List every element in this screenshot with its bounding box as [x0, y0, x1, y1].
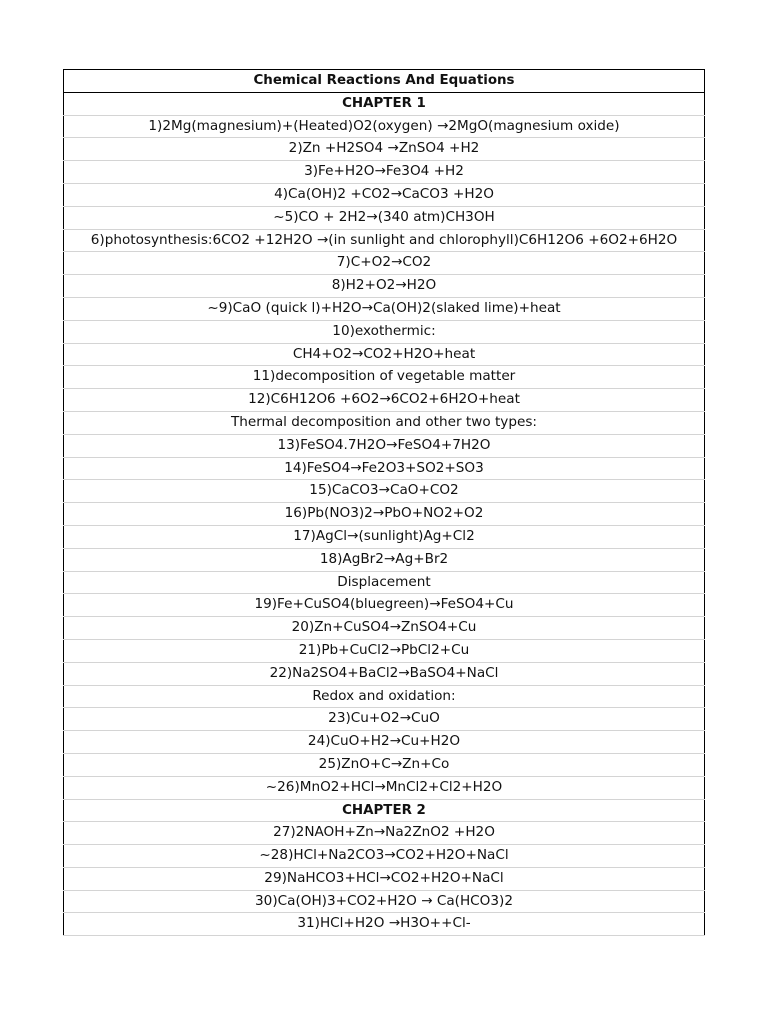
- equation-cell: 25)ZnO+C→Zn+Co: [64, 753, 705, 776]
- table-row: [64, 366, 705, 389]
- equation-cell: Redox and oxidation:: [64, 685, 705, 708]
- table-row: [64, 503, 705, 526]
- equations-table: [63, 69, 705, 936]
- equation-cell: 13)FeSO4.7H2O→FeSO4+7H2O: [64, 434, 705, 457]
- equation-cell: 6)photosynthesis:6CO2 +12H2O →(in sunlight and chlorophyll)C6H12O6 +6O2+6H2O: [64, 229, 705, 252]
- table-row: [64, 92, 705, 115]
- table-row: [64, 662, 705, 685]
- equation-cell: Displacement: [64, 571, 705, 594]
- table-row: [64, 434, 705, 457]
- table-row: [64, 913, 705, 936]
- equation-cell: 2)Zn +H2SO4 →ZnSO4 +H2: [64, 138, 705, 161]
- table-row: [64, 457, 705, 480]
- table-row: [64, 685, 705, 708]
- equation-cell: 10)exothermic:: [64, 320, 705, 343]
- table-row: [64, 890, 705, 913]
- table-row: [64, 617, 705, 640]
- equation-cell: 8)H2+O2→H2O: [64, 275, 705, 298]
- equation-cell: 3)Fe+H2O→Fe3O4 +H2: [64, 161, 705, 184]
- table-row: [64, 252, 705, 275]
- equation-cell: 18)AgBr2→Ag+Br2: [64, 548, 705, 571]
- table-row: [64, 753, 705, 776]
- equation-cell: 23)Cu+O2→CuO: [64, 708, 705, 731]
- table-row: [64, 411, 705, 434]
- table-row: [64, 206, 705, 229]
- equation-cell: 31)HCl+H2O →H3O++Cl-: [64, 913, 705, 936]
- equation-cell: 12)C6H12O6 +6O2→6CO2+6H2O+heat: [64, 389, 705, 412]
- equation-cell: 11)decomposition of vegetable matter: [64, 366, 705, 389]
- table-row: [64, 731, 705, 754]
- table-row: [64, 822, 705, 845]
- equation-cell: 1)2Mg(magnesium)+(Heated)O2(oxygen) →2MgO(magnesium oxide): [64, 115, 705, 138]
- equation-cell: 14)FeSO4→Fe2O3+SO2+SO3: [64, 457, 705, 480]
- equation-cell: 21)Pb+CuCl2→PbCl2+Cu: [64, 639, 705, 662]
- chapter-heading: CHAPTER 1: [64, 92, 705, 115]
- table-row: [64, 389, 705, 412]
- equation-cell: 30)Ca(OH)3+CO2+H2O → Ca(HCO3)2: [64, 890, 705, 913]
- equation-cell: 16)Pb(NO3)2→PbO+NO2+O2: [64, 503, 705, 526]
- equation-cell: ~5)CO + 2H2→(340 atm)CH3OH: [64, 206, 705, 229]
- equation-cell: 29)NaHCO3+HCl→CO2+H2O+NaCl: [64, 867, 705, 890]
- table-row: [64, 548, 705, 571]
- table-row: [64, 799, 705, 822]
- table-row: [64, 275, 705, 298]
- equation-cell: 27)2NAOH+Zn→Na2ZnO2 +H2O: [64, 822, 705, 845]
- table-row: [64, 845, 705, 868]
- equation-cell: 20)Zn+CuSO4→ZnSO4+Cu: [64, 617, 705, 640]
- equation-cell: 24)CuO+H2→Cu+H2O: [64, 731, 705, 754]
- table-row: [64, 115, 705, 138]
- table-row: [64, 594, 705, 617]
- equation-cell: ~26)MnO2+HCl→MnCl2+Cl2+H2O: [64, 776, 705, 799]
- equation-cell: 15)CaCO3→CaO+CO2: [64, 480, 705, 503]
- table-row: [64, 480, 705, 503]
- table-row: [64, 867, 705, 890]
- table-row: [64, 525, 705, 548]
- equation-cell: 22)Na2SO4+BaCl2→BaSO4+NaCl: [64, 662, 705, 685]
- table-row: [64, 343, 705, 366]
- table-row: [64, 320, 705, 343]
- equations-table-body: [64, 70, 705, 936]
- table-row: [64, 297, 705, 320]
- table-row: [64, 138, 705, 161]
- table-row: [64, 161, 705, 184]
- equation-cell: 4)Ca(OH)2 +CO2→CaCO3 +H2O: [64, 183, 705, 206]
- table-row: [64, 776, 705, 799]
- table-row: [64, 70, 705, 93]
- table-row: [64, 229, 705, 252]
- equation-cell: ~9)CaO (quick l)+H2O→Ca(OH)2(slaked lime)+heat: [64, 297, 705, 320]
- equation-cell: 7)C+O2→CO2: [64, 252, 705, 275]
- equation-cell: ~28)HCl+Na2CO3→CO2+H2O+NaCl: [64, 845, 705, 868]
- chapter-heading: CHAPTER 2: [64, 799, 705, 822]
- equation-cell: Thermal decomposition and other two types:: [64, 411, 705, 434]
- table-row: [64, 639, 705, 662]
- equation-cell: 19)Fe+CuSO4(bluegreen)→FeSO4+Cu: [64, 594, 705, 617]
- table-row: [64, 571, 705, 594]
- table-row: [64, 183, 705, 206]
- equation-cell: 17)AgCl→(sunlight)Ag+Cl2: [64, 525, 705, 548]
- document-title: Chemical Reactions And Equations: [64, 70, 705, 93]
- table-row: [64, 708, 705, 731]
- equation-cell: CH4+O2→CO2+H2O+heat: [64, 343, 705, 366]
